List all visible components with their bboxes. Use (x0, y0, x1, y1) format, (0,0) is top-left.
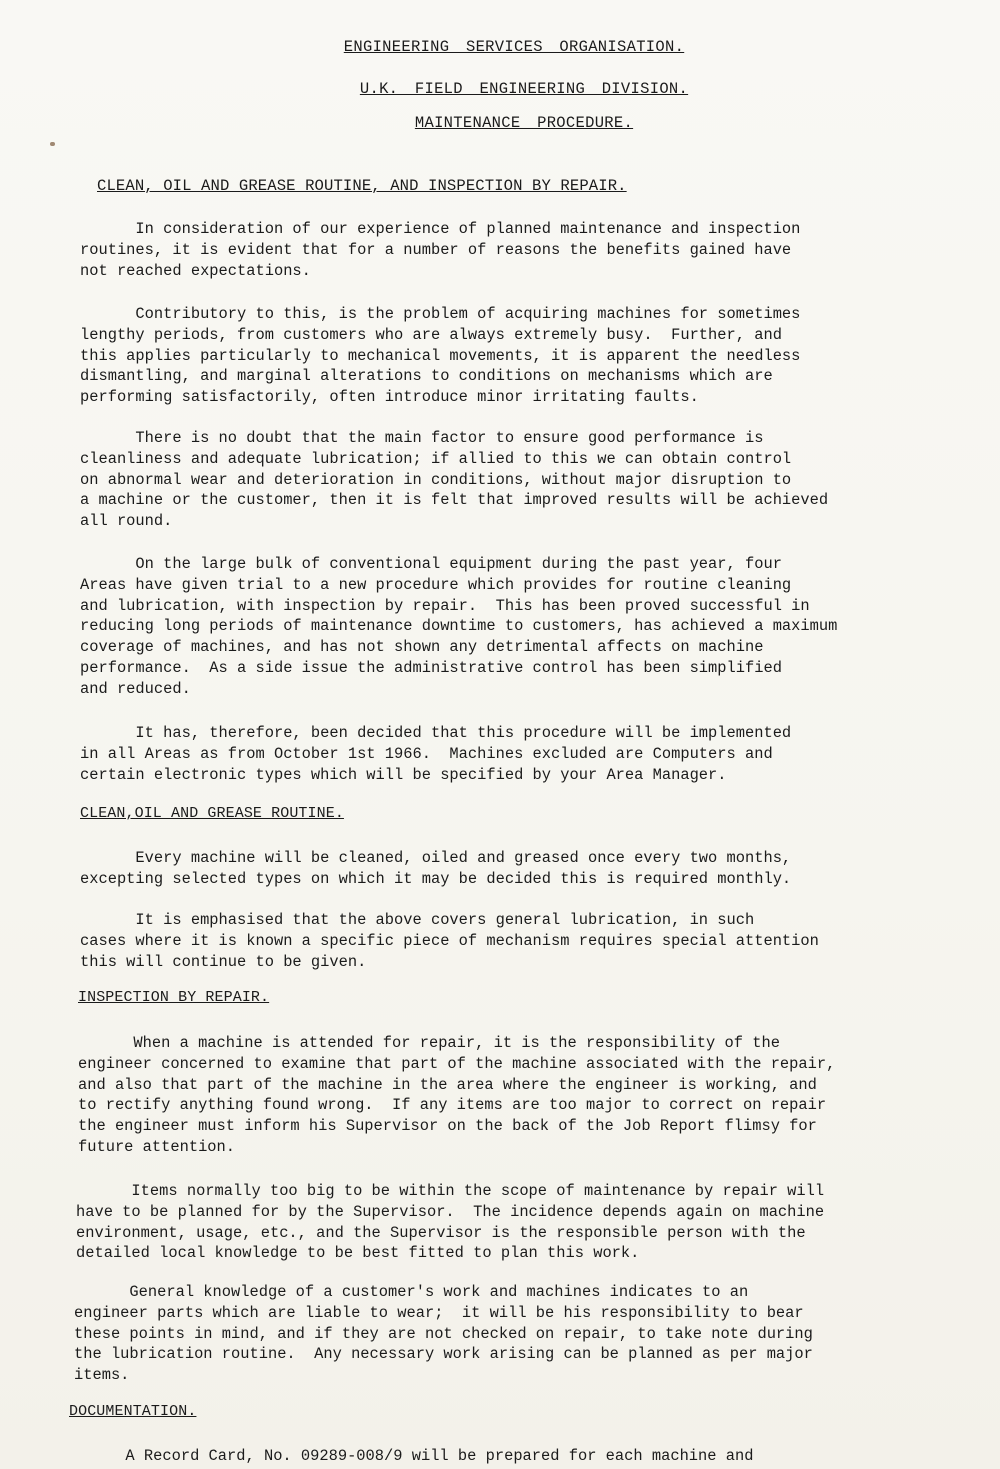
documentation-section-title: DOCUMENTATION. (69, 1403, 197, 1420)
division-title: U.K. FIELD ENGINEERING DIVISION. (359, 80, 689, 98)
org-title: ENGINEERING SERVICES ORGANISATION. (343, 38, 685, 56)
inspection-section-title: INSPECTION BY REPAIR. (78, 989, 270, 1006)
paragraph-implementation: It has, therefore, been decided that this procedure will be implemented in all Areas as from October 1st 1966. Machines excluded are Computers and certain electronic types which will be specified by your Area Manager. (80, 724, 792, 784)
paragraph-general-knowledge: General knowledge of a customer's work and machines indicates to an engineer parts which are liable to wear; it will be his responsibility to bear these points in mind, and if they are not checked on repair, to take note during the lubrication routine. Any necessary work arising can be planned as per major items. (74, 1283, 813, 1385)
paragraph-emphasised: It is emphasised that the above covers general lubrication, in such cases where it is known a specific piece of mechanism requires special attention this will continue to be given. (80, 911, 819, 971)
paragraph-contributory: Contributory to this, is the problem of acquiring machines for sometimes lengthy periods, from customers who are always extremely busy. Further, and this applies particularly to mechanical movements, it is apparent the needless dismantling, and marginal alterations to conditions on mechanisms which are performing satisfactorily, often introduce minor irritating faults. (80, 305, 801, 407)
paragraph-trial: On the large bulk of conventional equipment during the past year, four Areas have given trial to a new procedure which provides for routine cleaning and lubrication, with inspection by repair. This has been proved successful in reducing long periods of maintenance downtime to customers, has achieved a maximum coverage of machines, and has not shown any detrimental affects on machine performance. As a side issue the administrative control has been simplified and reduced. (80, 555, 838, 698)
paragraph-attended: When a machine is attended for repair, it is the responsibility of the engineer concerned to examine that part of the machine associated with the repair, and also that part of the machine in the area where the engineer is working, and to rectify anything found wrong. If any items are too major to correct on repair the engineer must inform his Supervisor on the back of the Job Report flimsy for future attention. (78, 1034, 836, 1156)
paragraph-items-big: Items normally too big to be within the scope of maintenance by repair will have to be planned for by the Supervisor. The incidence depends again on machine environment, usage, etc., and the Supervisor is the responsible person with the detailed local knowledge to be best fitted to plan this work. (76, 1182, 825, 1263)
main-section-title: CLEAN, OIL AND GREASE ROUTINE, AND INSPECTION BY REPAIR. (97, 177, 627, 195)
procedure-title: MAINTENANCE PROCEDURE. (414, 114, 634, 132)
clean-section-title: CLEAN,OIL AND GREASE ROUTINE. (80, 805, 344, 822)
paragraph-record-card: A Record Card, No. 09289-008/9 will be prepared for each machine and (70, 1447, 754, 1465)
paragraph-main-factor: There is no doubt that the main factor to ensure good performance is cleanliness and adequate lubrication; if allied to this we can obtain control on abnormal wear and deterioration in conditions, without major disruption to a machine or the customer, then it is felt that improved results will be achieved all round. (80, 429, 829, 531)
paragraph-every-machine: Every machine will be cleaned, oiled and greased once every two months, excepting selected types on which it may be decided this is required monthly. (80, 849, 792, 888)
ink-speck (50, 142, 55, 146)
paragraph-intro: In consideration of our experience of planned maintenance and inspection routines, it is evident that for a number of reasons the benefits gained have not reached expectations. (80, 220, 801, 280)
